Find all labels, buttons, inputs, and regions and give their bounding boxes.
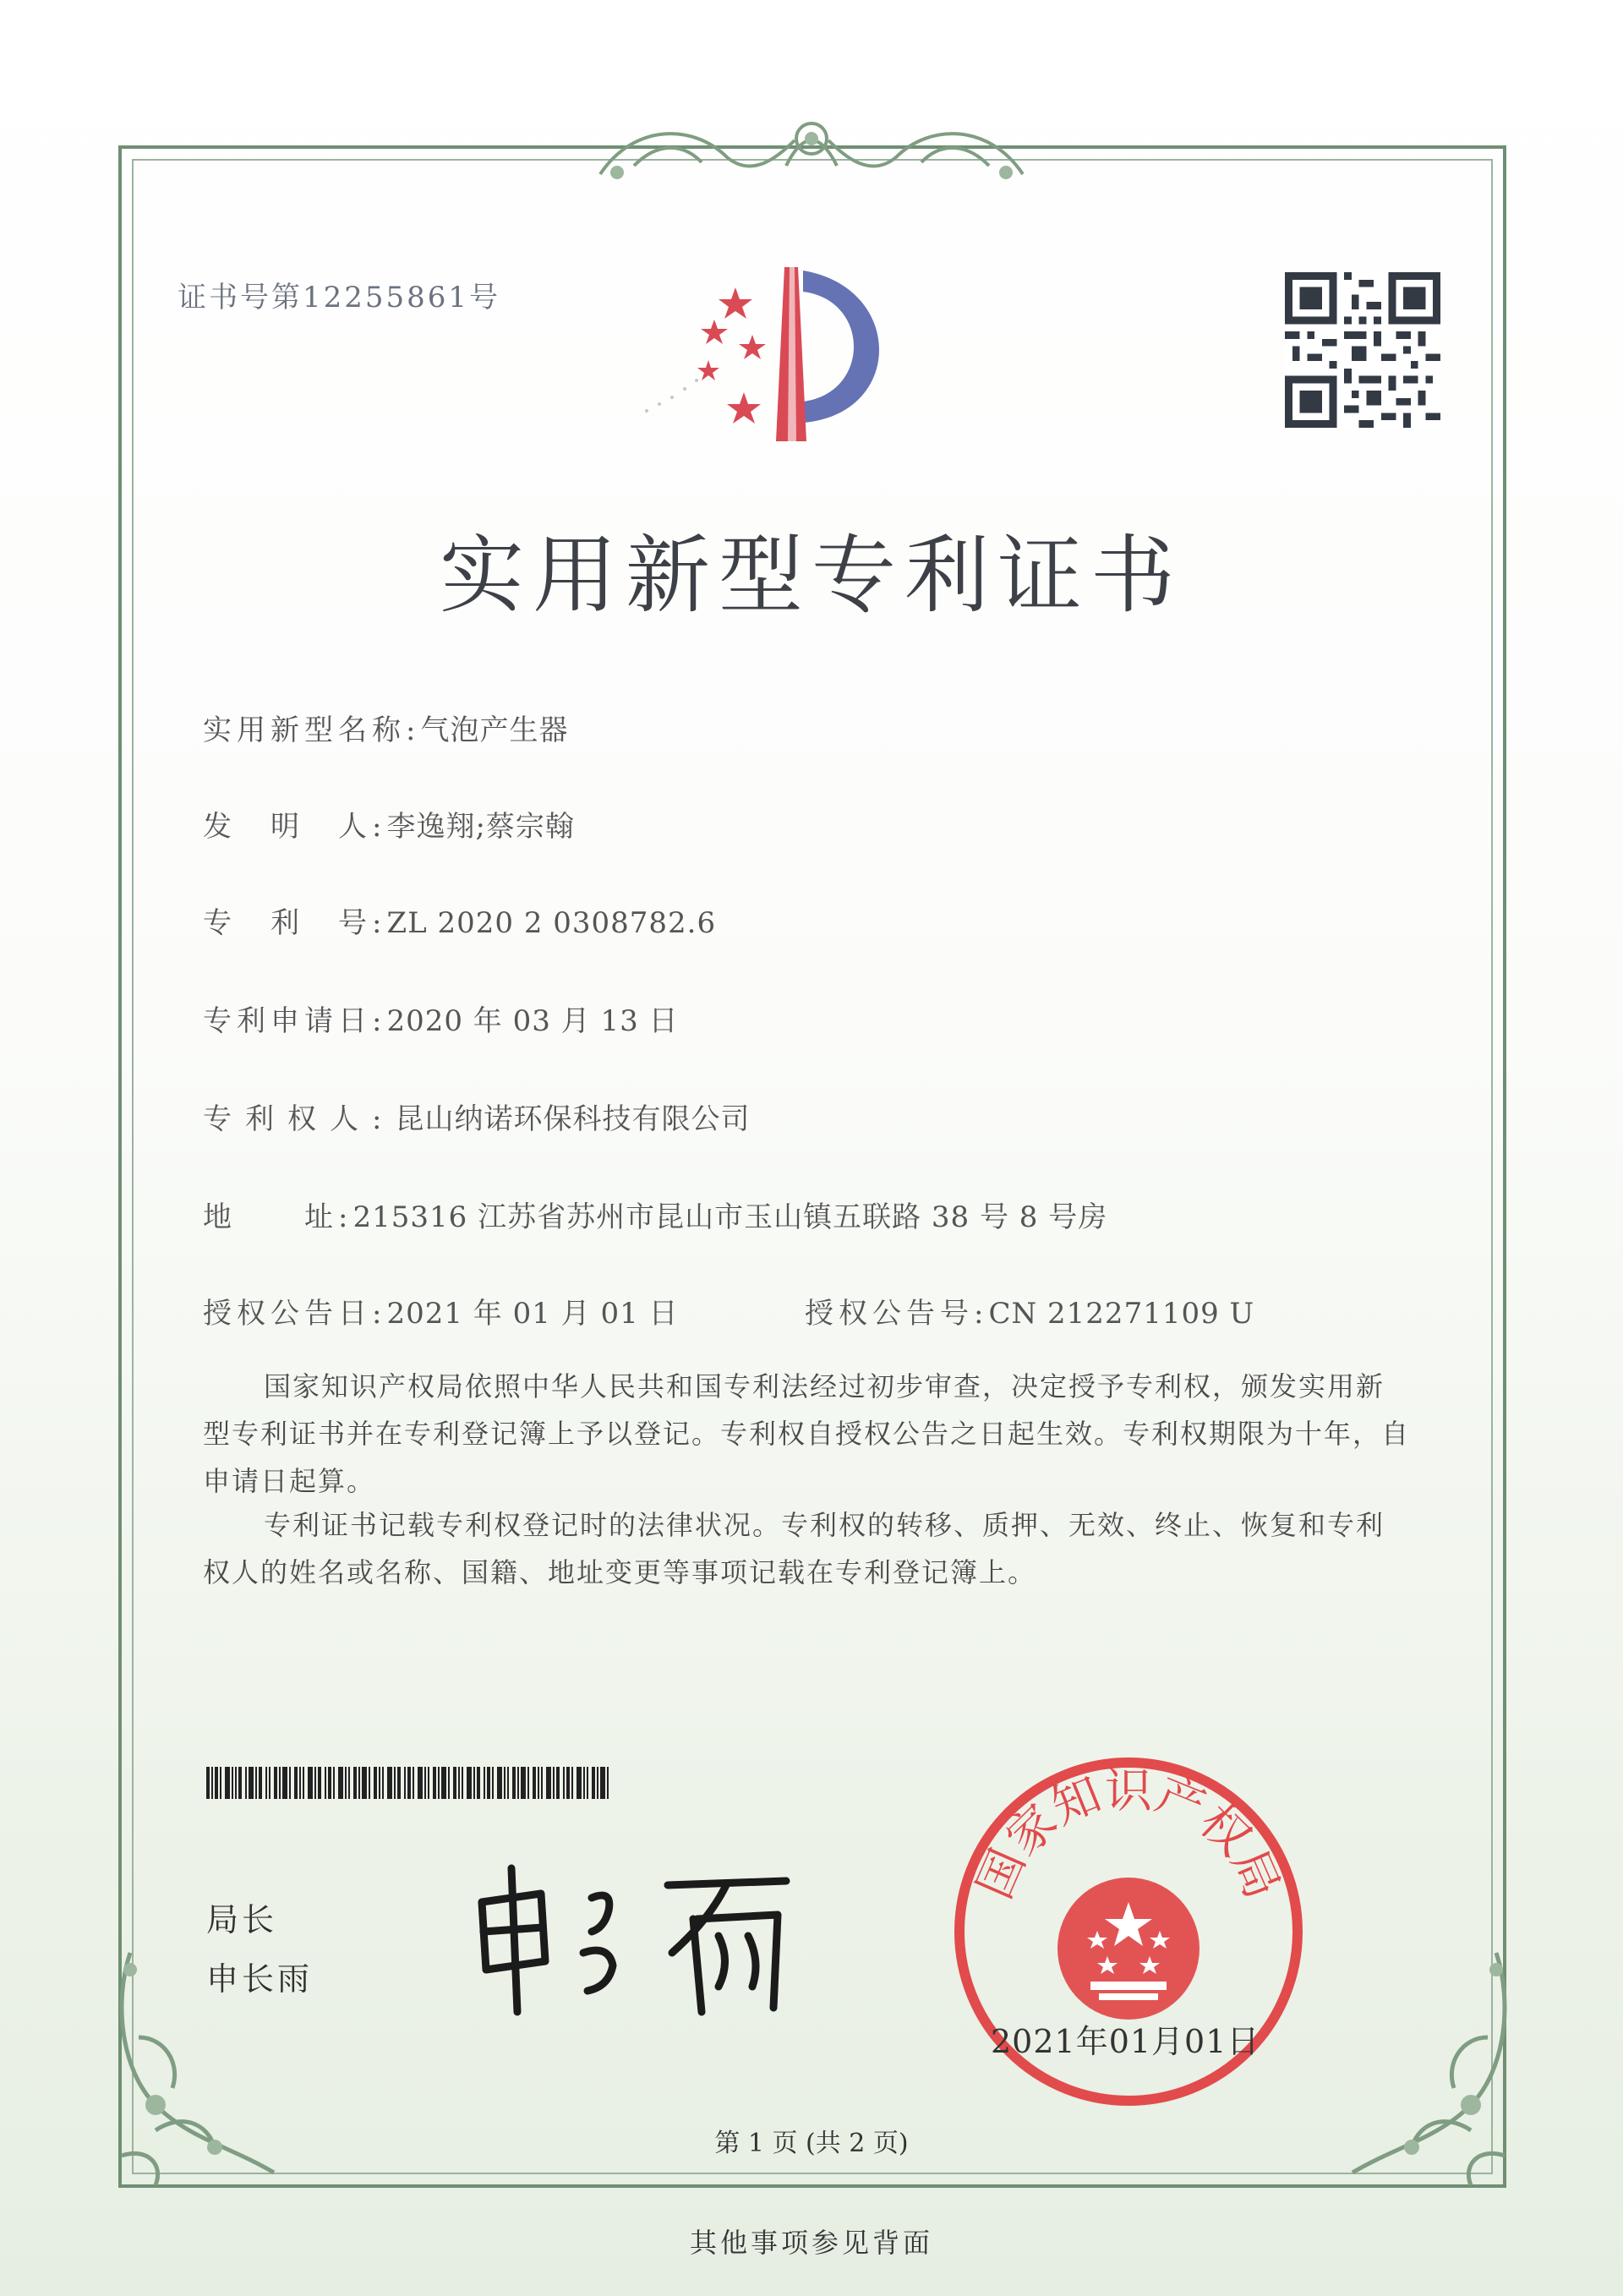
field-inventor bbox=[203, 803, 575, 845]
field-grant-number bbox=[805, 1290, 1254, 1331]
field-value: CN 212271109 U bbox=[988, 1297, 1255, 1331]
back-note: 其他事项参见背面 bbox=[689, 2227, 933, 2259]
page-number: 第 1 页 (共 2 页) bbox=[714, 2129, 909, 2158]
field-grant-date bbox=[203, 1290, 679, 1331]
field-label: 地 址: bbox=[203, 1200, 353, 1234]
field-value: ZL 2020 2 0308782.6 bbox=[386, 906, 717, 940]
field-value: 李逸翔;蔡宗翰 bbox=[386, 810, 575, 844]
field-label: 授权公告号: bbox=[805, 1297, 989, 1331]
patent-office-logo-icon bbox=[626, 254, 938, 456]
certificate-title: 实用新型专利证书 bbox=[440, 526, 1183, 625]
field-label: 专 利 号: bbox=[203, 906, 387, 940]
field-address bbox=[203, 1194, 1107, 1235]
director-title: 局长 bbox=[206, 1901, 278, 1938]
field-value: 昆山纳诺环保科技有限公司 bbox=[395, 1102, 751, 1136]
field-label: 授权公告日: bbox=[203, 1297, 387, 1331]
field-label: 实用新型名称: bbox=[203, 713, 421, 747]
field-value: 2021 年 01 月 01 日 bbox=[386, 1297, 679, 1331]
certificate-number: 证书号第12255861号 bbox=[178, 281, 501, 314]
field-label: 专利权人: bbox=[203, 1102, 396, 1136]
field-patentee bbox=[203, 1096, 750, 1137]
field-label: 专利申请日: bbox=[203, 1004, 387, 1038]
field-label: 发 明 人: bbox=[203, 810, 387, 844]
top-ornament-icon bbox=[583, 107, 1040, 188]
seal-text: 国家知识产权局 bbox=[967, 1763, 1290, 1907]
field-filing-date bbox=[203, 998, 679, 1039]
barcode-icon bbox=[206, 1767, 612, 1799]
field-utility-model-name bbox=[203, 707, 568, 748]
qr-code-icon bbox=[1285, 272, 1440, 428]
field-patent-number bbox=[203, 899, 716, 941]
body-paragraph-2: 专利证书记载专利权登记时的法律状况。专利权的转移、质押、无效、终止、恢复和专利权人的姓名或名称、国籍、地址变更等事项记载在专利登记簿上。 bbox=[203, 1509, 1385, 1588]
director-name: 申长雨 bbox=[206, 1960, 314, 1998]
field-value: 2020 年 03 月 13 日 bbox=[386, 1004, 679, 1038]
body-paragraph-1: 国家知识产权局依照中华人民共和国专利法经过初步审查，决定授予专利权，颁发实用新型专利证书并在专利登记簿上予以登记。专利权自授权公告之日起生效。专利权期限为十年，自申请日起算。 bbox=[203, 1370, 1411, 1497]
field-value: 215316 江苏省苏州市昆山市玉山镇五联路 38 号 8 号房 bbox=[352, 1200, 1108, 1234]
director-signature-icon bbox=[465, 1851, 820, 2020]
seal-date: 2021年01月01日 bbox=[991, 2023, 1260, 2060]
field-value: 气泡产生器 bbox=[420, 713, 569, 747]
